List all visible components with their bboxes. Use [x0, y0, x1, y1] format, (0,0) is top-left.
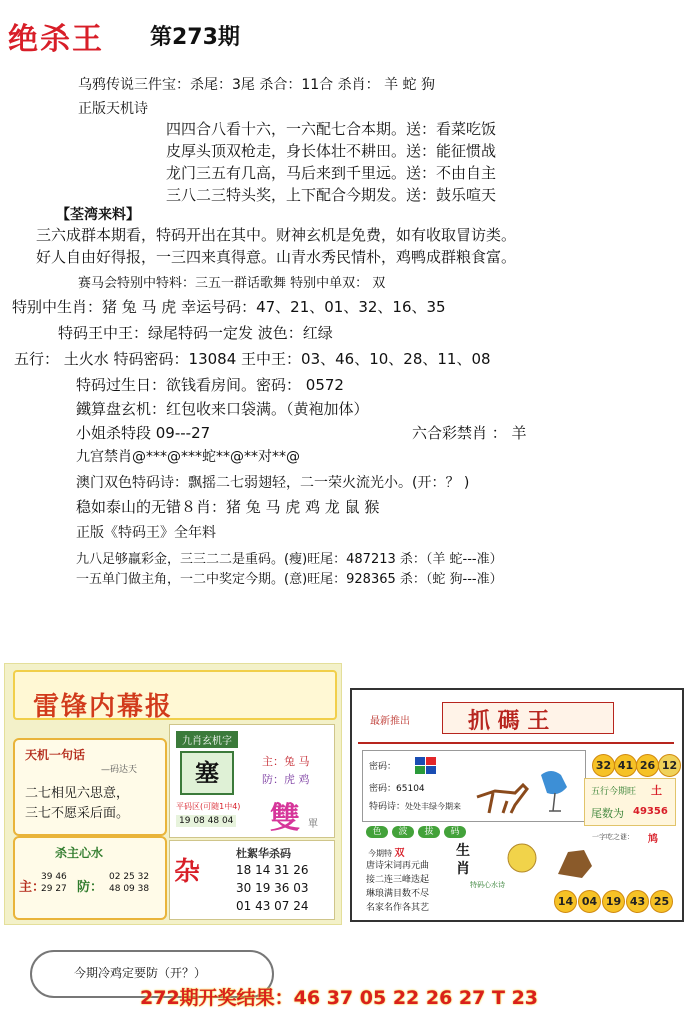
top-ball: 32 [592, 754, 615, 777]
zhuamawang-header [358, 696, 674, 744]
jinqi-line [368, 844, 405, 859]
bottom-ball: 14 [554, 890, 577, 913]
poem-line: 龙门三五有几高，马后来到千里远。送：不由自主 [166, 164, 497, 182]
zhu-numbers: 29 27 [41, 884, 67, 894]
top-ball: 41 [614, 754, 637, 777]
dog-icon [477, 785, 527, 813]
sha-ma-row: 18 14 31 26 [236, 863, 309, 877]
fang-numbers: 48 09 38 [109, 884, 150, 894]
aomen-line: 澳门双色特码诗：飘摇二七弱翅轻，二一荣火流光小。(开：？ ) [76, 475, 470, 491]
poem-line: 接二连三峰迭起 [366, 875, 430, 885]
teshi-value: 处处丰绿今期来 [405, 802, 462, 811]
fang-label: 防： [77, 880, 104, 895]
shazhu-title: 杀主心水 [55, 846, 104, 860]
leifeng-header [13, 670, 337, 720]
animals-illustration [471, 757, 581, 815]
wuya-line: 乌鸦传说三件宝：杀尾：3尾 杀合：11合 杀肖： 羊 蛇 狗 [78, 77, 435, 93]
wuxing-line: 五行： 土火水 特码密码：13084 王中王：03、46、10、28、11、08 [14, 350, 491, 368]
animal-cartoon-illustration [498, 830, 598, 884]
guosheng-line: 特码过生日：欲钱看房间。密码： 0572 [76, 376, 344, 394]
quanwan-header: 【荃湾来料】 [56, 207, 140, 223]
latest-tag: 最新推出 [370, 716, 410, 727]
shuang-char: 雙 [270, 801, 300, 836]
weishu-label: 尾数为 [591, 807, 624, 820]
sheng-char: 生 [456, 843, 470, 859]
poem-line: 三八二三特头奖，上下配合今期发。送：鼓乐喧天 [166, 186, 497, 204]
jiuba-line: 九八足够羸彩金，三三二二是重码。(瘦)旺尾：487213 杀：（羊 蛇---准） [76, 552, 503, 567]
mima-label-2: 密码： [369, 784, 397, 794]
logo-icon [415, 757, 443, 775]
bottom-ball: 43 [626, 890, 649, 913]
tianji-line: 三七不愿采后面。 [25, 806, 130, 821]
pingma-label: 平码区(可随1中4) [176, 802, 241, 811]
jiuxiao-title: 九肖玄机字 [176, 731, 238, 748]
sha-ma-row: 01 43 07 24 [236, 899, 309, 913]
color-tag: 色 [366, 826, 388, 838]
pingma-numbers: 19 08 48 04 [176, 815, 236, 827]
tianji-box [13, 738, 167, 836]
jinqi-value: 双 [394, 848, 405, 859]
fang-numbers: 02 25 32 [109, 872, 150, 882]
sha-ma-row: 30 19 36 03 [236, 881, 309, 895]
leifeng-panel [4, 663, 342, 925]
tiesuan-line: 鐵算盘玄机：红包收来口袋满。（黄袍加体） [76, 400, 369, 418]
jiuxiao-fang: 防：虎 鸡 [262, 773, 310, 786]
tianji-box-title: 天机一句话 [25, 748, 86, 762]
zhu-label: 主： [19, 880, 46, 895]
poem-line: 皮厚头顶双枪走，身长体壮不耕田。送：能征惯战 [166, 142, 497, 160]
saima-line: 赛马会特别中特料：三五一群话歌舞 特别中单双： 双 [78, 276, 386, 291]
wuxing-box [584, 778, 676, 826]
mima-value: 65104 [396, 784, 425, 794]
jiuxiao-char: 塞 [180, 751, 234, 795]
bird-icon [541, 771, 567, 794]
poem-line: 名家名作各其艺 [366, 903, 430, 913]
shazhu-box [13, 836, 167, 920]
jiugong-line: 九宫禁肖@***@***蛇**@**对**@ [76, 449, 300, 465]
bottom-ball: 04 [578, 890, 601, 913]
wuxing-label: 五行今期旺 [591, 787, 637, 797]
sha-char: 杂 [174, 857, 201, 887]
te-label: 特码心水诗 [470, 881, 505, 889]
yiwu-line: 一五单门做主角，一二中奖定今期。(意)旺尾：928365 杀：（蛇 狗---准） [76, 572, 503, 587]
yizi-value: 鸠 [648, 834, 658, 845]
jiuxiao-box [169, 724, 335, 838]
yizi-label: 一字吃之谜： [592, 833, 634, 841]
sha-ma-box [169, 840, 335, 920]
dan-char: 單 [308, 819, 318, 830]
color-tag: 码 [444, 826, 466, 838]
liuhe-line: 六合彩禁肖 ： 羊 [412, 424, 527, 442]
xiaojie-line: 小姐杀特段 09---27 [76, 424, 211, 442]
bottom-ball: 25 [650, 890, 673, 913]
top-ball: 12 [658, 754, 681, 777]
tianji-box-sub: —码达天 [101, 765, 138, 775]
wuxing-value: 土 [651, 784, 662, 797]
zhengban-line: 正版《特码王》全年料 [76, 525, 216, 541]
zhu-numbers: 39 46 [41, 872, 67, 882]
sun-icon [508, 844, 536, 872]
mima-label: 密码： [369, 762, 397, 772]
draw-result: 272期开奖结果：46 37 05 22 26 27 T 23 [140, 987, 539, 1009]
poem-line: 琳琅满目数不尽 [366, 889, 430, 899]
bottom-ball: 19 [602, 890, 625, 913]
jinqi-label: 今期特 [368, 849, 392, 858]
jiuxiao-zhu: 主：兔 马 [262, 755, 310, 768]
publication-title: 绝杀王 [8, 22, 104, 57]
paragraph-line: 三六成群本期看，特码开出在其中。财神玄机是免费，如有收取冒访类。 [36, 226, 517, 244]
poem-line: 唐诗宋词再元曲 [366, 861, 430, 871]
tianji-title: 正版天机诗 [78, 101, 148, 117]
issue-number: 第273期 [150, 25, 240, 50]
sha-ma-title: 杜絮华杀码 [236, 847, 291, 860]
color-tag: 拔 [418, 826, 440, 838]
top-ball: 26 [636, 754, 659, 777]
tewang-line: 特码王中王：绿尾特码一定发 波色：红绿 [58, 324, 333, 342]
tebie-line: 特别中生肖：猪 兔 马 虎 幸运号码：47、21、01、32、16、35 [12, 298, 446, 316]
poem-line: 四四合八看十六，一六配七合本期。送：看菜吃饭 [166, 120, 497, 138]
image-strip [362, 750, 586, 822]
leifeng-title: 雷锋内幕报 [33, 692, 174, 722]
zhuamawang-panel [350, 688, 684, 922]
tianji-line: 二七相见六思意， [25, 786, 130, 801]
xiao-char: 肖 [456, 861, 470, 877]
weishu-value: 49356 [633, 806, 668, 817]
paragraph-line: 好人自由好得报，一三四来真得意。山青水秀民情朴，鸡鸭成群粮食富。 [36, 248, 517, 266]
teshi-label: 特码诗： [369, 802, 406, 812]
zhuamawang-title: 抓 碼 王 [468, 708, 550, 734]
color-tag: 波 [392, 826, 414, 838]
cloud-text: 今期冷鸡定要防（开？） [74, 966, 207, 980]
wenru-line: 稳如泰山的无错８肖：猪 兔 马 虎 鸡 龙 鼠 猴 [76, 498, 380, 516]
